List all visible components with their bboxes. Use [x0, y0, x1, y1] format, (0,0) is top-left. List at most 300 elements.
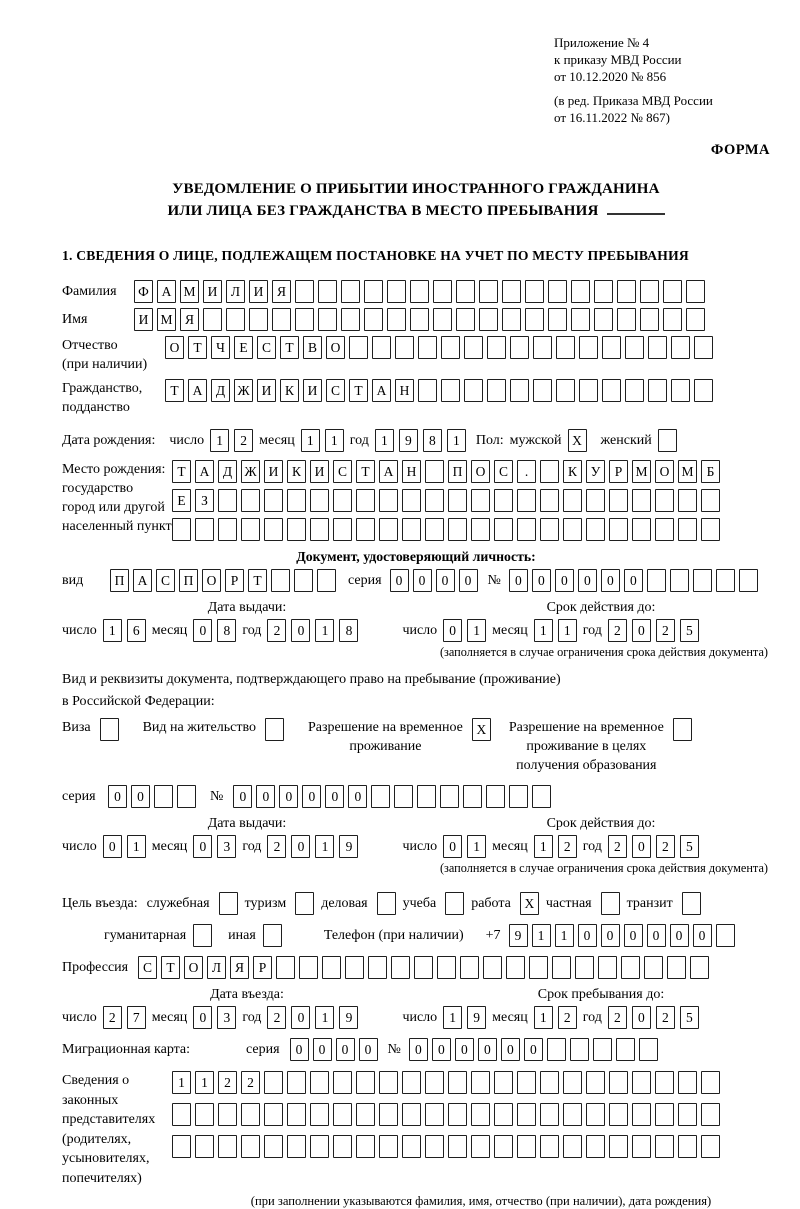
char-box[interactable]: [525, 308, 544, 331]
char-box[interactable]: [701, 1135, 720, 1158]
char-box[interactable]: [441, 379, 460, 402]
char-box[interactable]: [287, 489, 306, 512]
title-blank-line[interactable]: [607, 200, 665, 215]
char-box[interactable]: [563, 1103, 582, 1126]
char-box[interactable]: [379, 1135, 398, 1158]
char-box[interactable]: [686, 280, 705, 303]
char-box[interactable]: [372, 336, 391, 359]
char-box[interactable]: 2: [267, 835, 286, 858]
char-box[interactable]: [486, 785, 505, 808]
char-box[interactable]: А: [195, 460, 214, 483]
char-box[interactable]: И: [264, 460, 283, 483]
char-box[interactable]: [701, 489, 720, 512]
char-box[interactable]: 0: [670, 924, 689, 947]
char-box[interactable]: [548, 280, 567, 303]
char-box[interactable]: [648, 336, 667, 359]
char-box[interactable]: [517, 489, 536, 512]
char-box[interactable]: [387, 280, 406, 303]
char-box[interactable]: Я: [180, 308, 199, 331]
char-box[interactable]: 7: [127, 1006, 146, 1029]
char-box[interactable]: 2: [656, 835, 675, 858]
char-box[interactable]: О: [165, 336, 184, 359]
char-box[interactable]: Р: [225, 569, 244, 592]
char-box[interactable]: [265, 718, 284, 741]
char-box[interactable]: С: [333, 460, 352, 483]
char-box[interactable]: [364, 280, 383, 303]
char-box[interactable]: [333, 518, 352, 541]
char-box[interactable]: [632, 518, 651, 541]
char-box[interactable]: 0: [432, 1038, 451, 1061]
char-box[interactable]: [195, 1103, 214, 1126]
char-box[interactable]: [540, 1071, 559, 1094]
char-box[interactable]: [479, 308, 498, 331]
char-box[interactable]: X: [520, 892, 539, 915]
char-box[interactable]: [418, 379, 437, 402]
char-box[interactable]: 1: [325, 429, 344, 452]
char-box[interactable]: 0: [624, 569, 643, 592]
char-box[interactable]: И: [257, 379, 276, 402]
char-box[interactable]: [609, 1103, 628, 1126]
char-box[interactable]: [395, 336, 414, 359]
char-box[interactable]: 0: [279, 785, 298, 808]
char-box[interactable]: М: [678, 460, 697, 483]
char-box[interactable]: 0: [436, 569, 455, 592]
char-box[interactable]: 9: [339, 835, 358, 858]
char-box[interactable]: [448, 489, 467, 512]
char-box[interactable]: [402, 1135, 421, 1158]
char-box[interactable]: 0: [578, 569, 597, 592]
char-box[interactable]: 0: [443, 619, 462, 642]
char-box[interactable]: [195, 1135, 214, 1158]
char-box[interactable]: [345, 956, 364, 979]
char-box[interactable]: [648, 379, 667, 402]
char-box[interactable]: 5: [680, 619, 699, 642]
char-box[interactable]: [586, 1135, 605, 1158]
char-box[interactable]: [532, 785, 551, 808]
char-box[interactable]: [448, 1103, 467, 1126]
char-box[interactable]: 8: [217, 619, 236, 642]
char-box[interactable]: [694, 379, 713, 402]
char-box[interactable]: [673, 718, 692, 741]
char-box[interactable]: [317, 569, 336, 592]
char-box[interactable]: [193, 924, 212, 947]
char-box[interactable]: [471, 1103, 490, 1126]
char-box[interactable]: [264, 518, 283, 541]
char-box[interactable]: 5: [680, 1006, 699, 1029]
char-box[interactable]: [241, 1135, 260, 1158]
char-box[interactable]: [437, 956, 456, 979]
char-box[interactable]: [463, 785, 482, 808]
char-box[interactable]: [655, 1135, 674, 1158]
char-box[interactable]: [494, 489, 513, 512]
char-box[interactable]: 0: [532, 569, 551, 592]
char-box[interactable]: [632, 489, 651, 512]
char-box[interactable]: С: [326, 379, 345, 402]
char-box[interactable]: [333, 1071, 352, 1094]
char-box[interactable]: А: [372, 379, 391, 402]
char-box[interactable]: С: [494, 460, 513, 483]
char-box[interactable]: О: [655, 460, 674, 483]
char-box[interactable]: [739, 569, 758, 592]
char-box[interactable]: 0: [390, 569, 409, 592]
char-box[interactable]: 2: [234, 429, 253, 452]
char-box[interactable]: [506, 956, 525, 979]
char-box[interactable]: [540, 518, 559, 541]
char-box[interactable]: [379, 518, 398, 541]
char-box[interactable]: Е: [172, 489, 191, 512]
char-box[interactable]: 0: [601, 924, 620, 947]
char-box[interactable]: У: [586, 460, 605, 483]
char-box[interactable]: 0: [413, 569, 432, 592]
char-box[interactable]: [333, 489, 352, 512]
char-box[interactable]: [172, 1135, 191, 1158]
char-box[interactable]: 0: [302, 785, 321, 808]
char-box[interactable]: 2: [558, 1006, 577, 1029]
char-box[interactable]: [294, 569, 313, 592]
char-box[interactable]: [410, 308, 429, 331]
char-box[interactable]: [425, 489, 444, 512]
char-box[interactable]: [671, 379, 690, 402]
char-box[interactable]: Н: [395, 379, 414, 402]
char-box[interactable]: Т: [248, 569, 267, 592]
char-box[interactable]: О: [184, 956, 203, 979]
char-box[interactable]: 1: [532, 924, 551, 947]
char-box[interactable]: [556, 336, 575, 359]
char-box[interactable]: [563, 518, 582, 541]
char-box[interactable]: [533, 336, 552, 359]
char-box[interactable]: [364, 308, 383, 331]
char-box[interactable]: [417, 785, 436, 808]
char-box[interactable]: [586, 518, 605, 541]
char-box[interactable]: [241, 489, 260, 512]
char-box[interactable]: [716, 569, 735, 592]
char-box[interactable]: [402, 518, 421, 541]
char-box[interactable]: 0: [632, 1006, 651, 1029]
char-box[interactable]: [377, 892, 396, 915]
char-box[interactable]: [517, 1103, 536, 1126]
char-box[interactable]: 0: [291, 619, 310, 642]
char-box[interactable]: О: [471, 460, 490, 483]
char-box[interactable]: К: [287, 460, 306, 483]
char-box[interactable]: 1: [467, 619, 486, 642]
char-box[interactable]: [263, 924, 282, 947]
char-box[interactable]: 3: [217, 1006, 236, 1029]
char-box[interactable]: И: [134, 308, 153, 331]
char-box[interactable]: 0: [233, 785, 252, 808]
char-box[interactable]: [219, 892, 238, 915]
char-box[interactable]: М: [632, 460, 651, 483]
char-box[interactable]: А: [188, 379, 207, 402]
char-box[interactable]: [356, 1135, 375, 1158]
char-box[interactable]: [371, 785, 390, 808]
char-box[interactable]: [172, 1103, 191, 1126]
char-box[interactable]: [556, 379, 575, 402]
char-box[interactable]: [448, 1071, 467, 1094]
char-box[interactable]: 0: [291, 835, 310, 858]
char-box[interactable]: 0: [193, 835, 212, 858]
char-box[interactable]: [510, 336, 529, 359]
char-box[interactable]: 1: [195, 1071, 214, 1094]
char-box[interactable]: Е: [234, 336, 253, 359]
char-box[interactable]: Б: [701, 460, 720, 483]
char-box[interactable]: [552, 956, 571, 979]
char-box[interactable]: [693, 569, 712, 592]
char-box[interactable]: [663, 280, 682, 303]
char-box[interactable]: Л: [207, 956, 226, 979]
char-box[interactable]: [510, 379, 529, 402]
char-box[interactable]: [547, 1038, 566, 1061]
char-box[interactable]: [694, 336, 713, 359]
char-box[interactable]: Т: [161, 956, 180, 979]
char-box[interactable]: [525, 280, 544, 303]
char-box[interactable]: [690, 956, 709, 979]
char-box[interactable]: 2: [267, 619, 286, 642]
char-box[interactable]: 2: [608, 835, 627, 858]
char-box[interactable]: [425, 518, 444, 541]
char-box[interactable]: 2: [558, 835, 577, 858]
char-box[interactable]: [540, 1135, 559, 1158]
char-box[interactable]: [716, 924, 735, 947]
char-box[interactable]: [456, 308, 475, 331]
char-box[interactable]: [563, 1071, 582, 1094]
char-box[interactable]: Ф: [134, 280, 153, 303]
char-box[interactable]: [460, 956, 479, 979]
char-box[interactable]: [575, 956, 594, 979]
char-box[interactable]: [471, 1071, 490, 1094]
char-box[interactable]: Н: [402, 460, 421, 483]
char-box[interactable]: 0: [325, 785, 344, 808]
char-box[interactable]: Д: [211, 379, 230, 402]
char-box[interactable]: [172, 518, 191, 541]
char-box[interactable]: [571, 280, 590, 303]
char-box[interactable]: [241, 1103, 260, 1126]
char-box[interactable]: [425, 1103, 444, 1126]
char-box[interactable]: [310, 1103, 329, 1126]
char-box[interactable]: [310, 518, 329, 541]
char-box[interactable]: [609, 518, 628, 541]
char-box[interactable]: [625, 379, 644, 402]
char-box[interactable]: [287, 1135, 306, 1158]
char-box[interactable]: [287, 1103, 306, 1126]
char-box[interactable]: М: [157, 308, 176, 331]
char-box[interactable]: [379, 489, 398, 512]
char-box[interactable]: 2: [241, 1071, 260, 1094]
char-box[interactable]: [617, 308, 636, 331]
char-box[interactable]: [494, 1071, 513, 1094]
char-box[interactable]: [563, 489, 582, 512]
char-box[interactable]: [272, 308, 291, 331]
char-box[interactable]: [287, 1071, 306, 1094]
char-box[interactable]: [594, 280, 613, 303]
char-box[interactable]: 1: [467, 835, 486, 858]
char-box[interactable]: [701, 1071, 720, 1094]
char-box[interactable]: [318, 280, 337, 303]
char-box[interactable]: [494, 1103, 513, 1126]
char-box[interactable]: 0: [509, 569, 528, 592]
char-box[interactable]: [586, 1071, 605, 1094]
char-box[interactable]: К: [563, 460, 582, 483]
char-box[interactable]: А: [133, 569, 152, 592]
char-box[interactable]: 1: [534, 835, 553, 858]
char-box[interactable]: [479, 280, 498, 303]
char-box[interactable]: [632, 1071, 651, 1094]
char-box[interactable]: [295, 892, 314, 915]
char-box[interactable]: 1: [210, 429, 229, 452]
char-box[interactable]: [418, 336, 437, 359]
char-box[interactable]: [456, 280, 475, 303]
char-box[interactable]: П: [179, 569, 198, 592]
char-box[interactable]: [494, 1135, 513, 1158]
char-box[interactable]: [502, 308, 521, 331]
char-box[interactable]: 1: [315, 619, 334, 642]
char-box[interactable]: 3: [217, 835, 236, 858]
char-box[interactable]: [356, 1103, 375, 1126]
char-box[interactable]: [333, 1135, 352, 1158]
char-box[interactable]: [579, 379, 598, 402]
char-box[interactable]: 8: [423, 429, 442, 452]
char-box[interactable]: [647, 569, 666, 592]
char-box[interactable]: П: [110, 569, 129, 592]
char-box[interactable]: [517, 518, 536, 541]
char-box[interactable]: [609, 1135, 628, 1158]
char-box[interactable]: Я: [230, 956, 249, 979]
char-box[interactable]: [448, 518, 467, 541]
char-box[interactable]: [571, 308, 590, 331]
char-box[interactable]: [264, 1071, 283, 1094]
char-box[interactable]: [177, 785, 196, 808]
char-box[interactable]: 2: [218, 1071, 237, 1094]
char-box[interactable]: [203, 308, 222, 331]
char-box[interactable]: 0: [409, 1038, 428, 1061]
char-box[interactable]: [579, 336, 598, 359]
char-box[interactable]: 2: [103, 1006, 122, 1029]
char-box[interactable]: [678, 518, 697, 541]
char-box[interactable]: [609, 489, 628, 512]
char-box[interactable]: 0: [632, 835, 651, 858]
char-box[interactable]: [609, 1071, 628, 1094]
char-box[interactable]: И: [303, 379, 322, 402]
char-box[interactable]: [682, 892, 701, 915]
char-box[interactable]: С: [156, 569, 175, 592]
char-box[interactable]: [441, 336, 460, 359]
char-box[interactable]: 0: [290, 1038, 309, 1061]
char-box[interactable]: 0: [443, 835, 462, 858]
char-box[interactable]: 0: [359, 1038, 378, 1061]
char-box[interactable]: 8: [339, 619, 358, 642]
char-box[interactable]: [540, 1103, 559, 1126]
char-box[interactable]: [218, 1135, 237, 1158]
char-box[interactable]: 0: [313, 1038, 332, 1061]
char-box[interactable]: [391, 956, 410, 979]
char-box[interactable]: [593, 1038, 612, 1061]
char-box[interactable]: [448, 1135, 467, 1158]
char-box[interactable]: [287, 518, 306, 541]
char-box[interactable]: [658, 429, 677, 452]
char-box[interactable]: О: [326, 336, 345, 359]
char-box[interactable]: [218, 518, 237, 541]
char-box[interactable]: [601, 892, 620, 915]
char-box[interactable]: [667, 956, 686, 979]
char-box[interactable]: [464, 379, 483, 402]
char-box[interactable]: 0: [336, 1038, 355, 1061]
char-box[interactable]: 1: [127, 835, 146, 858]
char-box[interactable]: [570, 1038, 589, 1061]
char-box[interactable]: X: [472, 718, 491, 741]
char-box[interactable]: 1: [558, 619, 577, 642]
char-box[interactable]: М: [180, 280, 199, 303]
char-box[interactable]: [356, 1071, 375, 1094]
char-box[interactable]: [433, 280, 452, 303]
char-box[interactable]: [494, 518, 513, 541]
char-box[interactable]: [621, 956, 640, 979]
char-box[interactable]: [509, 785, 528, 808]
char-box[interactable]: 0: [693, 924, 712, 947]
char-box[interactable]: [701, 518, 720, 541]
char-box[interactable]: 1: [443, 1006, 462, 1029]
char-box[interactable]: 0: [348, 785, 367, 808]
char-box[interactable]: О: [202, 569, 221, 592]
char-box[interactable]: [640, 308, 659, 331]
char-box[interactable]: [295, 308, 314, 331]
char-box[interactable]: [264, 1103, 283, 1126]
char-box[interactable]: [533, 379, 552, 402]
char-box[interactable]: [387, 308, 406, 331]
char-box[interactable]: 0: [624, 924, 643, 947]
char-box[interactable]: [632, 1103, 651, 1126]
char-box[interactable]: Р: [253, 956, 272, 979]
char-box[interactable]: И: [203, 280, 222, 303]
char-box[interactable]: [671, 336, 690, 359]
char-box[interactable]: 0: [501, 1038, 520, 1061]
char-box[interactable]: Т: [188, 336, 207, 359]
char-box[interactable]: Я: [272, 280, 291, 303]
char-box[interactable]: 0: [193, 1006, 212, 1029]
char-box[interactable]: Т: [172, 460, 191, 483]
char-box[interactable]: [632, 1135, 651, 1158]
char-box[interactable]: [425, 1071, 444, 1094]
char-box[interactable]: [154, 785, 173, 808]
char-box[interactable]: [333, 1103, 352, 1126]
char-box[interactable]: [670, 569, 689, 592]
char-box[interactable]: [341, 308, 360, 331]
char-box[interactable]: [517, 1071, 536, 1094]
char-box[interactable]: [487, 336, 506, 359]
char-box[interactable]: [678, 489, 697, 512]
char-box[interactable]: [310, 489, 329, 512]
char-box[interactable]: 0: [601, 569, 620, 592]
char-box[interactable]: 0: [524, 1038, 543, 1061]
char-box[interactable]: 9: [399, 429, 418, 452]
char-box[interactable]: 0: [291, 1006, 310, 1029]
char-box[interactable]: П: [448, 460, 467, 483]
char-box[interactable]: [264, 489, 283, 512]
char-box[interactable]: [701, 1103, 720, 1126]
char-box[interactable]: [602, 379, 621, 402]
char-box[interactable]: 9: [509, 924, 528, 947]
char-box[interactable]: 1: [534, 619, 553, 642]
char-box[interactable]: [471, 1135, 490, 1158]
char-box[interactable]: [310, 1135, 329, 1158]
char-box[interactable]: 2: [656, 619, 675, 642]
char-box[interactable]: С: [138, 956, 157, 979]
char-box[interactable]: [425, 1135, 444, 1158]
char-box[interactable]: [678, 1103, 697, 1126]
char-box[interactable]: [483, 956, 502, 979]
char-box[interactable]: [356, 489, 375, 512]
char-box[interactable]: .: [517, 460, 536, 483]
char-box[interactable]: [548, 308, 567, 331]
char-box[interactable]: [540, 489, 559, 512]
